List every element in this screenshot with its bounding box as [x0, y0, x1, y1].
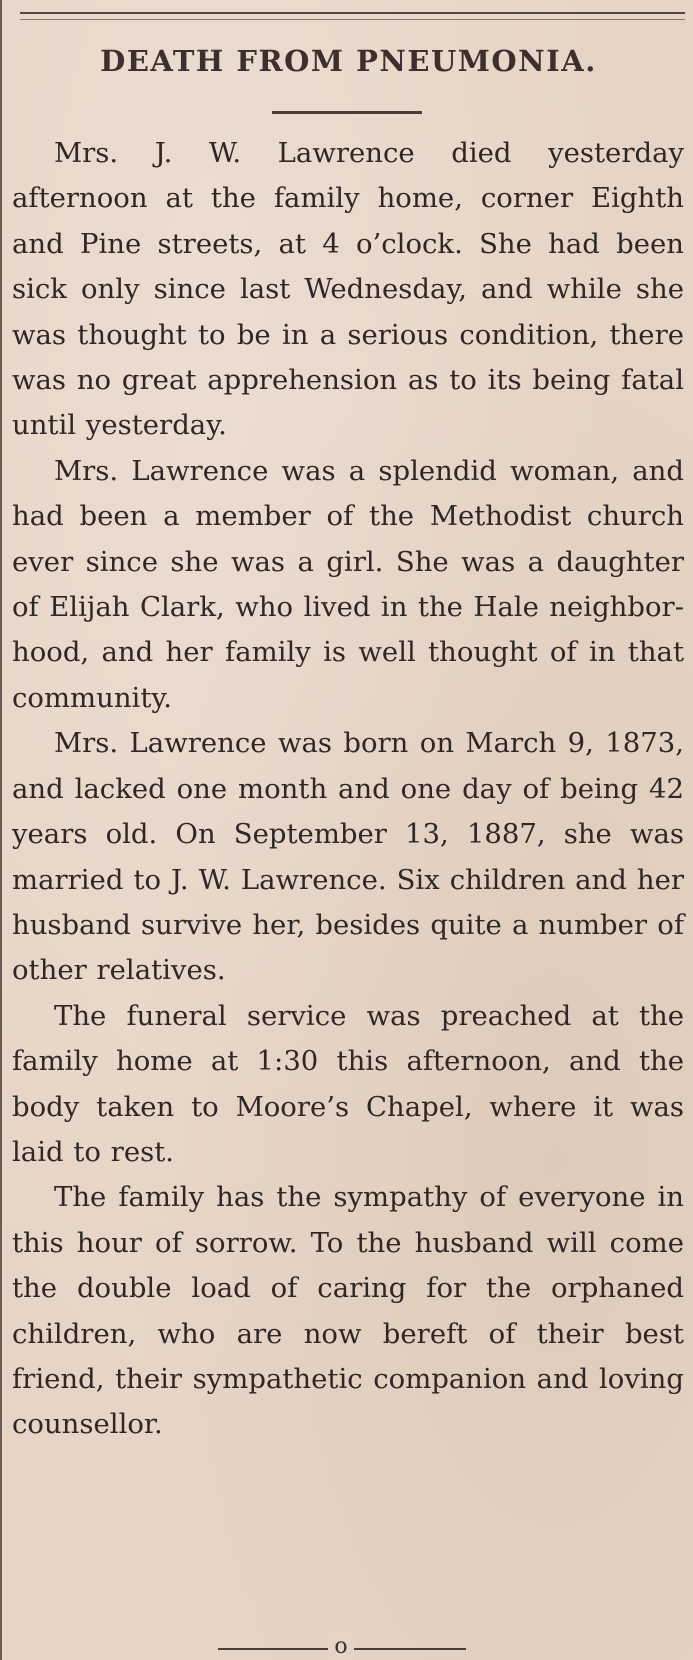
paragraph-3: Mrs. Lawrence was born on March 9, 1873, and lacked one month and one day of being 42 years old. On September 13, 1887, she was married to J. W. Lawrence. Six children and her husband survive her, besides quite a number of other relatives. — [12, 727, 684, 987]
paragraph-2: Mrs. Lawrence was a splendid woman, and had been a member of the Methodist church ever since she was a girl. She was a daughter of Elijah Clark, who lived in the Hale neighborhood, and her family is well thought of in that community. — [12, 454, 684, 714]
paragraph-4: The funeral service was preached at the family home at 1:30 this afternoon, and the body taken to Moore’s Chapel, where it was laid to rest. — [12, 999, 684, 1168]
top-rule — [20, 12, 685, 14]
headline-divider — [272, 111, 422, 114]
end-mark: o — [328, 1634, 354, 1660]
top-rule-thin — [20, 19, 685, 20]
paragraph-1: Mrs. J. W. Lawrence died yesterday afternoon at the family home, corner Eighth and Pine streets, at 4 o’clock. She had been sick only since last Wednesday, and while she was thought to be in a serious condition, there was no great apprehension as to its being fatal until yesterday. — [12, 137, 684, 442]
headline: DEATH FROM PNEUMONIA. — [100, 44, 597, 78]
article-body — [12, 131, 684, 1448]
paragraph-5: The family has the sympathy of everyone in this hour of sorrow. To the husband will come the double load of caring for the orphaned children, who are now bereft of their best friend, their sympathetic companion and loving counsellor. — [12, 1181, 684, 1441]
